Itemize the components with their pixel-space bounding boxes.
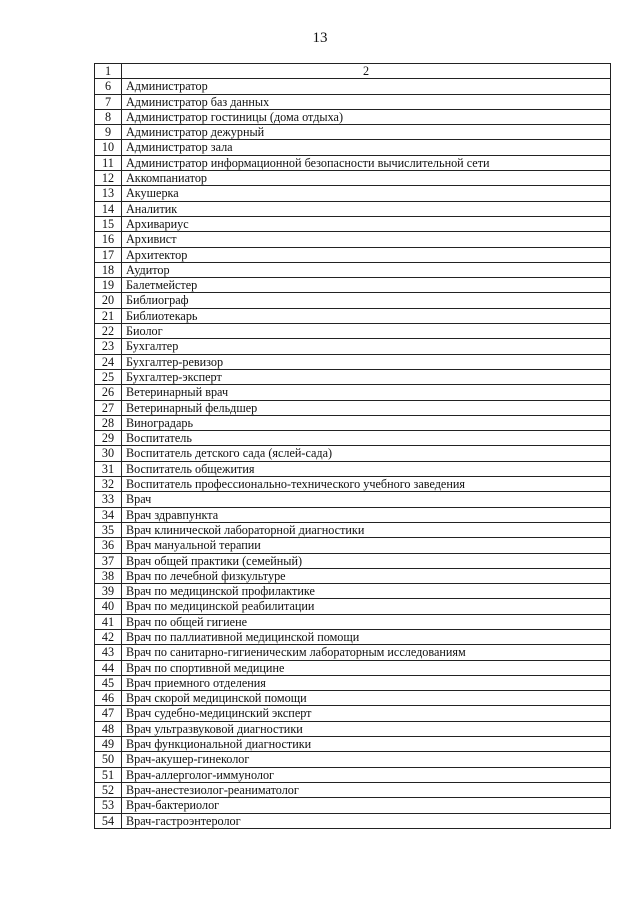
- row-number: 34: [95, 507, 122, 522]
- table-row: [95, 400, 611, 415]
- table-row: [95, 522, 611, 537]
- profession-name: Воспитатель профессионально-технического учебного заведения: [122, 477, 611, 492]
- profession-name: Врач по общей гигиене: [122, 614, 611, 629]
- profession-name: Администратор гостиницы (дома отдыха): [122, 109, 611, 124]
- profession-name: Акушерка: [122, 186, 611, 201]
- row-number: 18: [95, 262, 122, 277]
- table-row: [95, 584, 611, 599]
- header-column-number: 1: [95, 64, 122, 79]
- table-row: [95, 140, 611, 155]
- table-row: [95, 538, 611, 553]
- row-number: 29: [95, 431, 122, 446]
- profession-name: Врач: [122, 492, 611, 507]
- table-row: [95, 232, 611, 247]
- table-row: [95, 308, 611, 323]
- profession-name: Врач судебно-медицинский эксперт: [122, 706, 611, 721]
- profession-name: Архивариус: [122, 216, 611, 231]
- profession-name: Врач по паллиативной медицинской помощи: [122, 629, 611, 644]
- row-number: 42: [95, 629, 122, 644]
- table-row: [95, 813, 611, 828]
- table-row: [95, 324, 611, 339]
- profession-name: Врач приемного отделения: [122, 675, 611, 690]
- profession-name: Врач клинической лабораторной диагностики: [122, 522, 611, 537]
- row-number: 33: [95, 492, 122, 507]
- table-row: [95, 354, 611, 369]
- profession-name: Воспитатель общежития: [122, 461, 611, 476]
- row-number: 23: [95, 339, 122, 354]
- table-row: [95, 691, 611, 706]
- profession-name: Аналитик: [122, 201, 611, 216]
- professions-table: [94, 63, 611, 829]
- profession-name: Балетмейстер: [122, 278, 611, 293]
- table-row: [95, 507, 611, 522]
- profession-name: Врач по спортивной медицине: [122, 660, 611, 675]
- profession-name: Библиотекарь: [122, 308, 611, 323]
- table-row: [95, 782, 611, 797]
- profession-name: Библиограф: [122, 293, 611, 308]
- profession-name: Воспитатель: [122, 431, 611, 446]
- row-number: 14: [95, 201, 122, 216]
- table-row: [95, 553, 611, 568]
- table-row: [95, 247, 611, 262]
- table-row: [95, 737, 611, 752]
- row-number: 37: [95, 553, 122, 568]
- row-number: 16: [95, 232, 122, 247]
- table-row: [95, 675, 611, 690]
- row-number: 22: [95, 324, 122, 339]
- profession-name: Виноградарь: [122, 415, 611, 430]
- table-row: [95, 706, 611, 721]
- row-number: 17: [95, 247, 122, 262]
- profession-name: Врач-гастроэнтеролог: [122, 813, 611, 828]
- table-row: [95, 262, 611, 277]
- table-row: [95, 125, 611, 140]
- row-number: 50: [95, 752, 122, 767]
- row-number: 47: [95, 706, 122, 721]
- table-row: [95, 798, 611, 813]
- profession-name: Врач-аллерголог-иммунолог: [122, 767, 611, 782]
- table-row: [95, 385, 611, 400]
- table-row: [95, 568, 611, 583]
- row-number: 39: [95, 584, 122, 599]
- profession-name: Врач по медицинской профилактике: [122, 584, 611, 599]
- profession-name: Ветеринарный фельдшер: [122, 400, 611, 415]
- table-row: [95, 645, 611, 660]
- profession-name: Администратор баз данных: [122, 94, 611, 109]
- table-row: [95, 109, 611, 124]
- row-number: 32: [95, 477, 122, 492]
- table-row: [95, 461, 611, 476]
- table-row: [95, 293, 611, 308]
- profession-name: Администратор информационной безопасности вычислительной сети: [122, 155, 611, 170]
- row-number: 48: [95, 721, 122, 736]
- table-row: [95, 629, 611, 644]
- row-number: 27: [95, 400, 122, 415]
- row-number: 8: [95, 109, 122, 124]
- profession-name: Администратор дежурный: [122, 125, 611, 140]
- profession-name: Администратор: [122, 79, 611, 94]
- profession-name: Бухгалтер-эксперт: [122, 369, 611, 384]
- row-number: 40: [95, 599, 122, 614]
- profession-name: Администратор зала: [122, 140, 611, 155]
- profession-name: Врач по санитарно-гигиеническим лабораторным исследованиям: [122, 645, 611, 660]
- table-row: [95, 155, 611, 170]
- profession-name: Врач-анестезиолог-реаниматолог: [122, 782, 611, 797]
- row-number: 21: [95, 308, 122, 323]
- table-row: [95, 660, 611, 675]
- table-row: [95, 369, 611, 384]
- row-number: 45: [95, 675, 122, 690]
- profession-name: Врач по медицинской реабилитации: [122, 599, 611, 614]
- row-number: 36: [95, 538, 122, 553]
- profession-name: Врач ультразвуковой диагностики: [122, 721, 611, 736]
- table-row: [95, 431, 611, 446]
- row-number: 46: [95, 691, 122, 706]
- profession-name: Архитектор: [122, 247, 611, 262]
- row-number: 19: [95, 278, 122, 293]
- table-row: [95, 94, 611, 109]
- table-row: [95, 171, 611, 186]
- profession-name: Врач функциональной диагностики: [122, 737, 611, 752]
- row-number: 12: [95, 171, 122, 186]
- table-row: [95, 492, 611, 507]
- table-row: [95, 79, 611, 94]
- row-number: 43: [95, 645, 122, 660]
- table-row: [95, 477, 611, 492]
- table-row: [95, 339, 611, 354]
- row-number: 44: [95, 660, 122, 675]
- profession-name: Ветеринарный врач: [122, 385, 611, 400]
- table-row: [95, 186, 611, 201]
- table-row: [95, 201, 611, 216]
- row-number: 52: [95, 782, 122, 797]
- profession-name: Врач-бактериолог: [122, 798, 611, 813]
- profession-name: Аудитор: [122, 262, 611, 277]
- table-row: [95, 752, 611, 767]
- row-number: 54: [95, 813, 122, 828]
- table-row: [95, 767, 611, 782]
- profession-name: Врач-акушер-гинеколог: [122, 752, 611, 767]
- profession-name: Биолог: [122, 324, 611, 339]
- profession-name: Бухгалтер-ревизор: [122, 354, 611, 369]
- table-row: [95, 278, 611, 293]
- table-header-row: [95, 64, 611, 79]
- profession-name: Воспитатель детского сада (яслей-сада): [122, 446, 611, 461]
- row-number: 53: [95, 798, 122, 813]
- header-column-name: 2: [122, 64, 611, 79]
- row-number: 31: [95, 461, 122, 476]
- profession-name: Врач по лечебной физкультуре: [122, 568, 611, 583]
- row-number: 20: [95, 293, 122, 308]
- row-number: 15: [95, 216, 122, 231]
- row-number: 51: [95, 767, 122, 782]
- row-number: 26: [95, 385, 122, 400]
- row-number: 6: [95, 79, 122, 94]
- profession-name: Врач здравпункта: [122, 507, 611, 522]
- table-row: [95, 216, 611, 231]
- row-number: 28: [95, 415, 122, 430]
- table-row: [95, 599, 611, 614]
- profession-name: Бухгалтер: [122, 339, 611, 354]
- profession-name: Архивист: [122, 232, 611, 247]
- row-number: 49: [95, 737, 122, 752]
- table-row: [95, 614, 611, 629]
- profession-name: Врач общей практики (семейный): [122, 553, 611, 568]
- profession-name: Врач мануальной терапии: [122, 538, 611, 553]
- row-number: 10: [95, 140, 122, 155]
- row-number: 38: [95, 568, 122, 583]
- row-number: 9: [95, 125, 122, 140]
- table-body: [95, 64, 611, 829]
- row-number: 7: [95, 94, 122, 109]
- profession-name: Врач скорой медицинской помощи: [122, 691, 611, 706]
- row-number: 24: [95, 354, 122, 369]
- table-row: [95, 415, 611, 430]
- table-row: [95, 446, 611, 461]
- row-number: 13: [95, 186, 122, 201]
- row-number: 30: [95, 446, 122, 461]
- row-number: 25: [95, 369, 122, 384]
- profession-name: Аккомпаниатор: [122, 171, 611, 186]
- row-number: 11: [95, 155, 122, 170]
- page-number: 13: [312, 30, 328, 46]
- row-number: 35: [95, 522, 122, 537]
- row-number: 41: [95, 614, 122, 629]
- table-row: [95, 721, 611, 736]
